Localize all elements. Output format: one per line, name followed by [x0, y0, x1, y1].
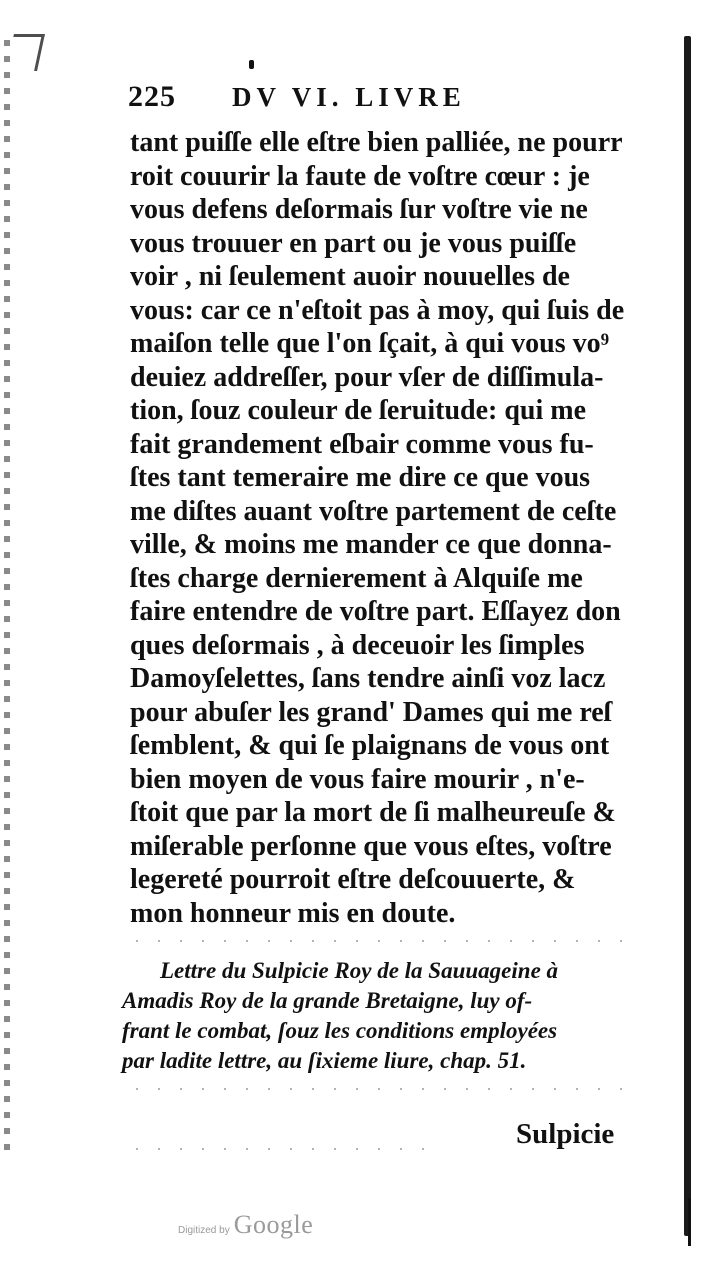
edge-mark: [688, 1198, 691, 1246]
corner-mark: [6, 34, 45, 71]
heading-line: par ladite lettre, au ſixieme liure, chap. 51.: [122, 1048, 527, 1073]
text-line: vous: car ce n'eſtoit pas à moy, qui ſuis de: [130, 294, 625, 326]
google-logo: Google: [233, 1210, 314, 1239]
text-line: ſtes charge dernierement à Alquiſe me: [130, 562, 583, 594]
text-line: vous trouuer en part ou je vous puiſſe: [130, 227, 577, 259]
text-line: vous defens deſormais ſur voſtre vie ne: [130, 194, 588, 225]
heading-line: Lettre du Sulpicie Roy de la Sauuageine à: [160, 958, 559, 983]
running-head: DV VI. LIVRE: [232, 82, 466, 112]
watermark-prefix: Digitized by: [178, 1225, 230, 1236]
text-line: fait grandement eſbair comme vous fu-: [130, 428, 594, 460]
text-line: pour abuſer les grand' Dames qui me reſ: [130, 696, 612, 728]
left-margin-edge: [4, 40, 10, 1160]
text-line: ville, & moins me mander ce que donna-: [130, 529, 612, 560]
page-number: 225: [128, 80, 176, 113]
text-line: ſemblent, & qui ſe plaignans de vous ont: [130, 730, 610, 761]
print-speckles: [136, 1088, 636, 1090]
text-line: ques deſormais , à deceuoir les ſimples: [130, 629, 585, 661]
text-line: tant puiſſe elle eſtre bien palliée, ne pourr: [130, 127, 623, 158]
text-line: ſtes tant temeraire me dire ce que vous: [130, 462, 591, 493]
text-line: voir , ni ſeulement auoir nouuelles de: [130, 261, 570, 292]
body-text: [130, 126, 630, 930]
text-line: mon honneur mis en doute.: [130, 897, 456, 929]
print-speckles: [136, 940, 636, 942]
text-line: maiſon telle que l'on ſçait, à qui vous vo⁹: [130, 328, 609, 359]
heading-line: frant le combat, ſouz les conditions employées: [122, 1018, 558, 1043]
letter-heading: [122, 956, 642, 1076]
text-line: roit couurir la faute de voſtre cœur : je: [130, 160, 590, 192]
digitization-watermark: [178, 1210, 313, 1240]
ink-mark: [249, 60, 254, 69]
right-margin-edge: [684, 36, 691, 1236]
catchword: Sulpicie: [516, 1118, 615, 1150]
text-line: miſerable perſonne que vous eſtes, voſtre: [130, 830, 612, 862]
text-line: deuiez addreſſer, pour vſer de diſſimula-: [130, 361, 604, 393]
text-line: tion, ſouz couleur de ſeruitude: qui me: [130, 395, 587, 426]
text-line: Damoyſelettes, ſans tendre ainſi voz lacz: [130, 663, 606, 694]
text-line: me diſtes auant voſtre partement de ceſte: [130, 495, 617, 527]
heading-line: Amadis Roy de la grande Bretaigne, luy of-: [122, 988, 533, 1013]
text-line: faire entendre de voſtre part. Eſſayez don: [130, 596, 621, 627]
text-line: ſtoit que par la mort de ſi malheureuſe &: [130, 797, 616, 828]
text-line: legereté pourroit eſtre deſcouuerte, &: [130, 864, 576, 895]
print-speckles: [136, 1148, 436, 1150]
text-line: bien moyen de vous faire mourir , n'e-: [130, 763, 585, 795]
page-header: [128, 80, 548, 120]
